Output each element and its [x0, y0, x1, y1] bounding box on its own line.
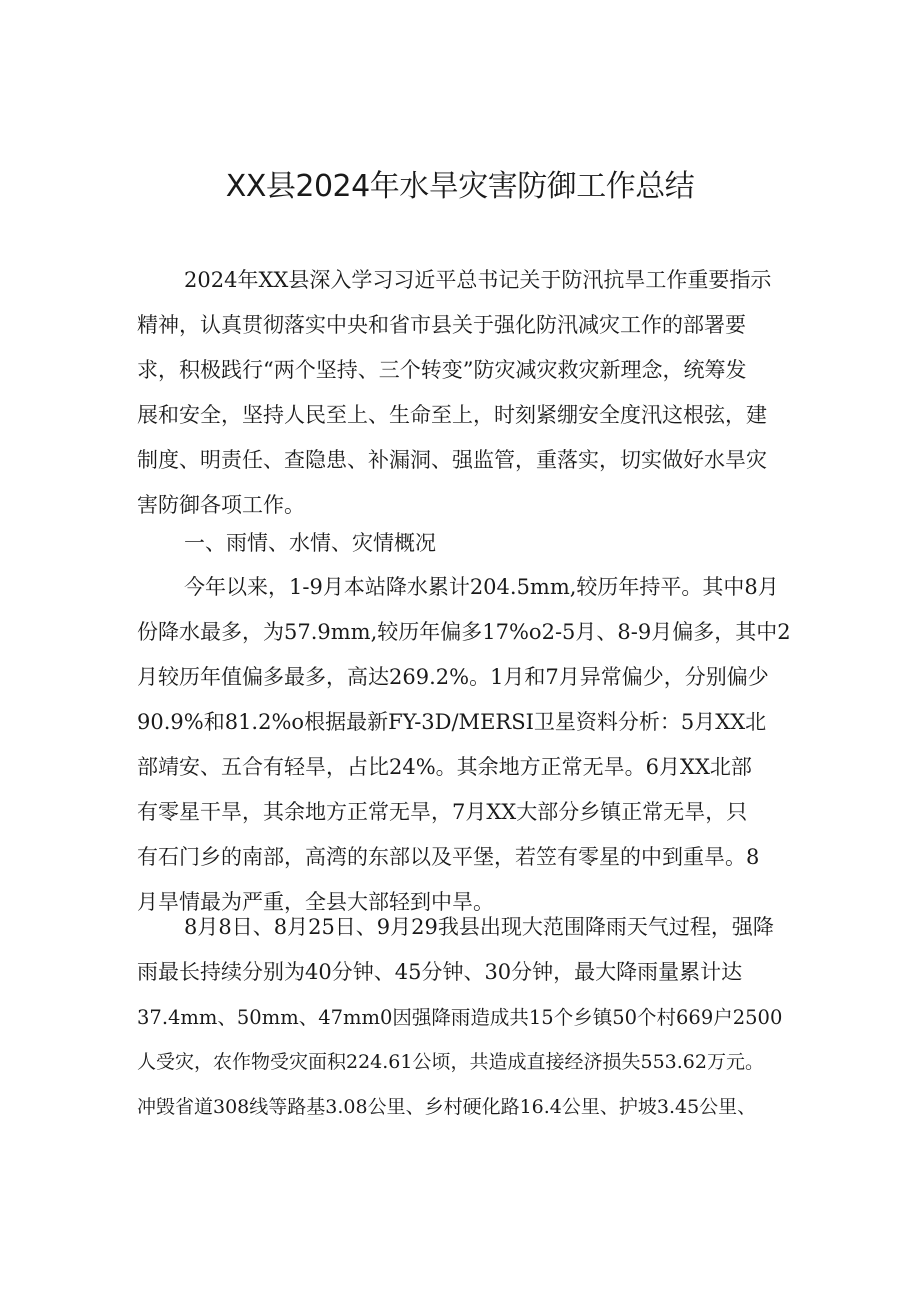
paragraph-line: 精神，认真贯彻落实中央和省市县关于强化防汛减灾工作的部署要 — [137, 313, 746, 337]
paragraph-line: 90.9%和81.2%o根据最新FY-3D/MERSI卫星资料分析：5月XX北 — [137, 710, 767, 734]
heavy-rain-paragraph — [137, 905, 797, 1130]
paragraph-line: 2024年XX县深入学习习近平总书记关于防汛抗旱工作重要指示 — [184, 268, 772, 292]
intro-paragraph — [137, 258, 797, 528]
paragraph-line: 人受灾，农作物受灾面积224.61公顷，共造成直接经济损失553.62万元。 — [137, 1051, 764, 1073]
paragraph-line: 份降水最多，为57.9mm,较历年偏多17%o2-5月、8-9月偏多，其中2 — [137, 620, 791, 644]
paragraph-line: 月较历年值偏多最多，高达269.2%。1月和7月异常偏少，分别偏少 — [137, 665, 769, 689]
paragraph-line: 冲毁省道308线等路基3.08公里、乡村硬化路16.4公里、护坡3.45公里、 — [137, 1096, 757, 1118]
section-heading: 一、雨情、水情、灾情概况 — [184, 531, 436, 555]
document-title: XX县2024年水旱灾害防御工作总结 — [225, 169, 695, 204]
paragraph-line: 雨最长持续分别为40分钟、45分钟、30分钟，最大降雨量累计达 — [137, 960, 743, 984]
paragraph-line: 8月8日、8月25日、9月29我县出现大范围降雨天气过程，强降 — [184, 915, 774, 939]
paragraph-line: 展和安全，坚持人民至上、生命至上，时刻紧绷安全度汛这根弦，建 — [137, 403, 767, 427]
paragraph-line: 部靖安、五合有轻旱，占比24%。其余地方正常无旱。6月XX北部 — [137, 755, 752, 779]
rain-water-disaster-paragraph — [137, 565, 797, 925]
paragraph-line: 月旱情最为严重，全县大部轻到中旱。 — [137, 890, 494, 914]
paragraph-line: 制度、明责任、查隐患、补漏洞、强监管，重落实，切实做好水旱灾 — [137, 448, 767, 472]
paragraph-line: 求，积极践行“两个坚持、三个转变”防灾减灾救灾新理念，统筹发 — [137, 358, 747, 382]
paragraph-line: 37.4mm、50mm、47mm0因强降雨造成共15个乡镇50个村669户2500 — [137, 1006, 783, 1029]
paragraph-line: 害防御各项工作。 — [137, 493, 305, 517]
paragraph-line: 今年以来，1-9月本站降水累计204.5mm,较历年持平。其中8月 — [184, 575, 779, 599]
paragraph-line: 有零星干旱，其余地方正常无旱，7月XX大部分乡镇正常无旱，只 — [137, 800, 748, 824]
paragraph-line: 有石门乡的南部，高湾的东部以及平堡，若笠有零星的中到重旱。8 — [137, 845, 760, 869]
